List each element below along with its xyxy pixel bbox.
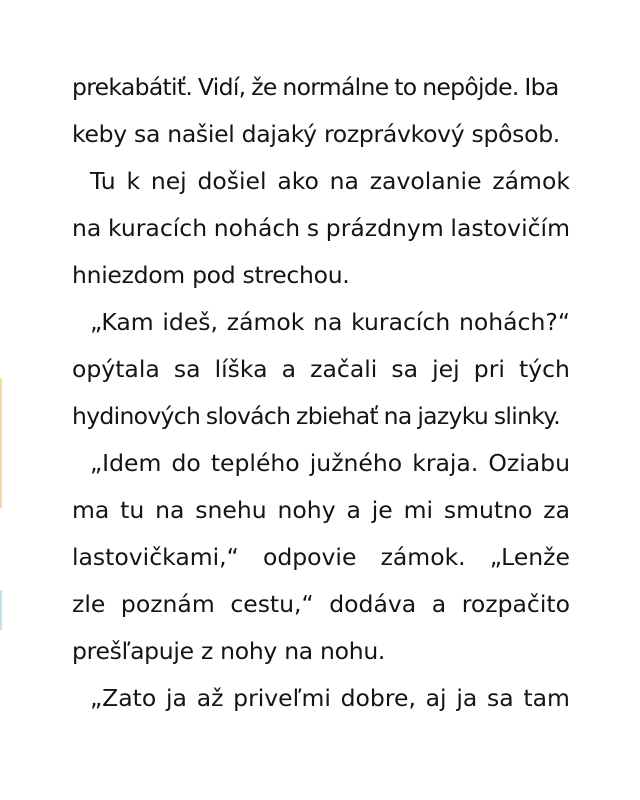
word: a (346, 496, 361, 524)
word: na (313, 308, 343, 336)
word: kuracích (351, 308, 451, 336)
text-line: hydinových slovách zbiehať na jazyku slinky. (72, 402, 560, 430)
text-line: keby sa našiel dajaký rozprávkový spôsob. (72, 120, 560, 148)
word: došiel (197, 167, 267, 195)
word: líška (214, 355, 268, 383)
word: jej (432, 355, 460, 383)
word: dodáva (329, 590, 417, 618)
word: prázdnym (325, 214, 444, 242)
word: na (329, 167, 359, 195)
word: nohách?“ (458, 308, 570, 336)
word: nej (150, 167, 187, 195)
word: zámok (226, 308, 305, 336)
word: teplého (210, 449, 300, 477)
word: a (281, 355, 297, 383)
word: za (543, 496, 570, 524)
word: dobre, (340, 684, 416, 712)
word: s (306, 214, 320, 242)
word: k (126, 167, 141, 195)
word: poznám (120, 590, 215, 618)
word: rozpačito (461, 590, 570, 618)
word: „Zato (90, 684, 157, 712)
text-line (72, 346, 570, 393)
text-line (72, 205, 570, 252)
word: smutno (443, 496, 533, 524)
text-line (72, 440, 570, 487)
word: je (371, 496, 393, 524)
word: kuracích (107, 214, 208, 242)
word: „Idem (90, 449, 162, 477)
word: ja (456, 684, 478, 712)
word: tu (120, 496, 145, 524)
word: sa (391, 355, 419, 383)
text-line: prešľapuje z nohy na nohu. (72, 637, 386, 665)
text-line (72, 675, 570, 722)
text-line (72, 158, 570, 205)
word: až (196, 684, 224, 712)
word: pri (473, 355, 505, 383)
text-line (72, 487, 570, 534)
word: tam (523, 684, 570, 712)
word: sa (173, 355, 201, 383)
text-line (72, 581, 570, 628)
word: cestu,“ (230, 590, 314, 618)
word: nohy (277, 496, 336, 524)
word: zavolanie (369, 167, 482, 195)
word: aj (425, 684, 447, 712)
story-text (72, 64, 570, 722)
word: „Lenže (489, 543, 570, 571)
word: lastovičkami,“ (72, 543, 239, 571)
word: ideš, (162, 308, 218, 336)
word: ma (72, 496, 110, 524)
word: na (155, 496, 185, 524)
word: lastovičím (450, 214, 570, 242)
word: odpovie (262, 543, 357, 571)
word: a (431, 590, 447, 618)
text-line (72, 534, 570, 581)
word: Oziabu (488, 449, 570, 477)
page-edge-mark-top (0, 378, 2, 508)
word: zle (72, 590, 106, 618)
word: nohách (213, 214, 301, 242)
page-edge-mark-bottom (0, 590, 2, 630)
word: ako (277, 167, 319, 195)
word: tých (519, 355, 570, 383)
word: južného (309, 449, 403, 477)
word: zámok (492, 167, 570, 195)
word: „Kam (90, 308, 154, 336)
word: snehu (195, 496, 267, 524)
word: mi (403, 496, 434, 524)
word: Tu (90, 167, 116, 195)
text-line (72, 299, 570, 346)
word: priveľmi (233, 684, 331, 712)
word: zámok. (380, 543, 466, 571)
word: sa (487, 684, 514, 712)
word: začali (310, 355, 378, 383)
word: do (171, 449, 201, 477)
word: ja (166, 684, 187, 712)
text-line: prekabátiť. Vidí, že normálne to nepôjde. Iba (72, 73, 559, 101)
word: opýtala (72, 355, 160, 383)
word: na (72, 214, 102, 242)
text-line: hniezdom pod strechou. (72, 261, 350, 289)
word: kraja. (412, 449, 479, 477)
